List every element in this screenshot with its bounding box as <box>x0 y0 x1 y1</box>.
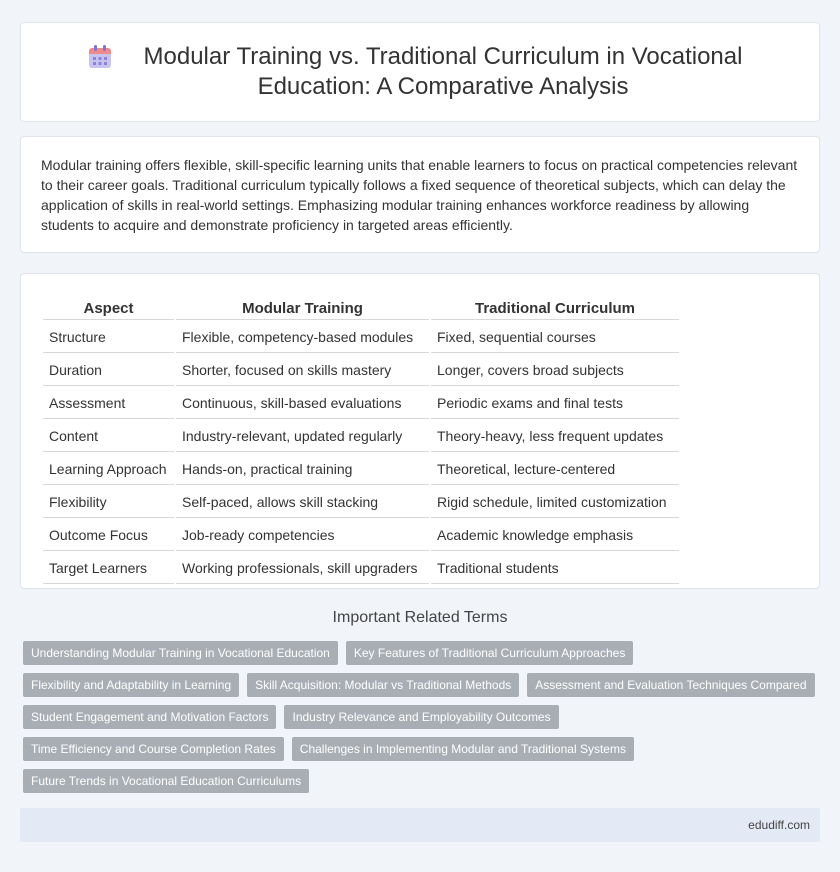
cell-aspect: Assessment <box>43 388 174 419</box>
cell-traditional: Theory-heavy, less frequent updates <box>431 421 679 452</box>
table-row <box>43 520 679 551</box>
header-traditional: Traditional Curriculum <box>431 298 679 320</box>
table-row <box>43 322 679 353</box>
cell-modular: Flexible, competency-based modules <box>176 322 429 353</box>
related-term-tag[interactable]: Student Engagement and Motivation Factors <box>23 705 276 729</box>
cell-traditional: Academic knowledge emphasis <box>431 520 679 551</box>
intro-text: Modular training offers flexible, skill-specific learning units that enable learners to focus on practical competencies relevant to their career goals. Traditional curriculum typically follows a fixed sequence of theoretical subjects, which can delay the application of skills in real-world settings. Emphasizing modular training enhances workforce readiness by allowing students to acquire and demonstrate proficiency in targeted areas efficiently. <box>41 157 798 233</box>
table-card <box>20 273 820 589</box>
cell-aspect: Outcome Focus <box>43 520 174 551</box>
header-card <box>20 22 820 122</box>
footer-site[interactable]: edudiff.com <box>748 818 810 832</box>
table-row <box>43 421 679 452</box>
related-term-tag[interactable]: Understanding Modular Training in Vocational Education <box>23 641 338 665</box>
page-title: Modular Training vs. Traditional Curriculum in Vocational Education: A Comparative Analysis <box>143 43 743 100</box>
cell-aspect: Learning Approach <box>43 454 174 485</box>
cell-modular: Self-paced, allows skill stacking <box>176 487 429 518</box>
cell-aspect: Target Learners <box>43 553 174 584</box>
cell-aspect: Flexibility <box>43 487 174 518</box>
intro-card <box>20 136 820 253</box>
calendar-icon <box>87 44 113 70</box>
table-row <box>43 487 679 518</box>
cell-traditional: Traditional students <box>431 553 679 584</box>
comparison-table <box>41 296 681 586</box>
related-term-tag[interactable]: Flexibility and Adaptability in Learning <box>23 673 239 697</box>
header-modular: Modular Training <box>176 298 429 320</box>
table-row <box>43 553 679 584</box>
related-terms-list <box>23 641 823 793</box>
table-row <box>43 388 679 419</box>
cell-modular: Industry-relevant, updated regularly <box>176 421 429 452</box>
cell-traditional: Longer, covers broad subjects <box>431 355 679 386</box>
cell-modular: Working professionals, skill upgraders <box>176 553 429 584</box>
related-term-tag[interactable]: Industry Relevance and Employability Outcomes <box>284 705 558 729</box>
cell-aspect: Structure <box>43 322 174 353</box>
header-aspect: Aspect <box>43 298 174 320</box>
table-row <box>43 355 679 386</box>
header-inner <box>87 42 753 102</box>
related-term-tag[interactable]: Future Trends in Vocational Education Curriculums <box>23 769 309 793</box>
cell-traditional: Rigid schedule, limited customization <box>431 487 679 518</box>
table-row <box>43 454 679 485</box>
cell-modular: Job-ready competencies <box>176 520 429 551</box>
related-term-tag[interactable]: Key Features of Traditional Curriculum Approaches <box>346 641 633 665</box>
footer <box>20 808 820 842</box>
related-term-tag[interactable]: Skill Acquisition: Modular vs Traditional Methods <box>247 673 519 697</box>
cell-modular: Shorter, focused on skills mastery <box>176 355 429 386</box>
table-header-row <box>43 298 679 320</box>
cell-aspect: Duration <box>43 355 174 386</box>
cell-traditional: Periodic exams and final tests <box>431 388 679 419</box>
cell-aspect: Content <box>43 421 174 452</box>
related-term-tag[interactable]: Challenges in Implementing Modular and Traditional Systems <box>292 737 634 761</box>
cell-traditional: Fixed, sequential courses <box>431 322 679 353</box>
related-term-tag[interactable]: Assessment and Evaluation Techniques Compared <box>527 673 814 697</box>
related-terms-title: Important Related Terms <box>332 609 508 626</box>
cell-modular: Hands-on, practical training <box>176 454 429 485</box>
related-term-tag[interactable]: Time Efficiency and Course Completion Rates <box>23 737 284 761</box>
cell-modular: Continuous, skill-based evaluations <box>176 388 429 419</box>
cell-traditional: Theoretical, lecture-centered <box>431 454 679 485</box>
